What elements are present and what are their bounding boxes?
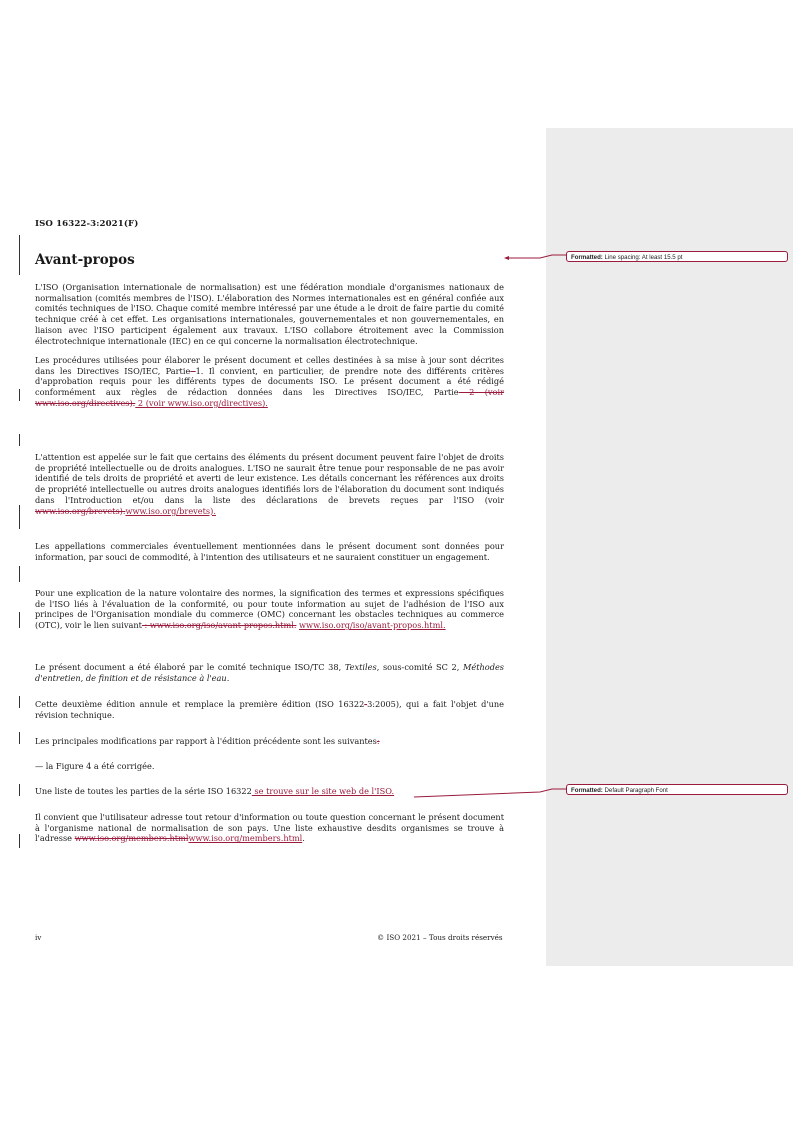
paragraph-committee	[35, 662, 504, 683]
paragraph-text: Il convient que l'utilisateur adresse tout retour d'information ou toute question concernant le présent document à l'organisme national de normalisation de son pays. Une liste exhaustive desdits organismes se trouve à l'adresse	[35, 812, 504, 844]
comment-balloon-default-font[interactable]	[566, 784, 788, 795]
paragraph-trade-names	[35, 541, 504, 562]
paragraph-text: L'ISO (Organisation internationale de normalisation) est une fédération mondiale d'organismes nationaux de normalisation (comités membres de l'ISO). L'élaboration des Normes internationales est en général confiée aux comités techniques de l'ISO. Chaque comité membre intéressé par une étude a le droit de faire partie du comité technique créé à cet effet. Les organisations internationales, gouvernementales et non gouvernementales, en liaison avec l'ISO participent également aux travaux. L'ISO collabore étroitement avec la Commission électrotechnique internationale (IEC) en ce qui concerne la normalisation électrotechnique.	[35, 282, 504, 346]
inserted-text: www.iso.org/members.html	[188, 833, 303, 844]
paragraph-patents	[35, 452, 504, 516]
paragraph-text: Pour une explication de la nature volontaire des normes, la signification des termes et expressions spécifiques de l'ISO liés à l'évaluation de la conformité, ou pour toute information au sujet de l'adhésion de l'ISO aux principes de l'Organisation mondiale du commerce (OMC) concernant les obstacles techniques au commerce (OTC), voir le lien suivant	[35, 588, 504, 631]
list-item	[35, 761, 504, 772]
deleted-text: www.iso.org/brevets).	[35, 505, 126, 516]
paragraph-voluntary-nature	[35, 588, 504, 631]
paragraph-edition	[35, 699, 504, 720]
change-bar	[19, 732, 20, 744]
paragraph-text: Les procédures utilisées pour élaborer le présent document et celles destinées à sa mise à jour sont décrites dans les Directives ISO/IEC, Partie	[35, 355, 504, 376]
deleted-text: www.iso.org/members.html	[74, 833, 189, 844]
paragraph-text: 3:2005), qui a fait l'objet d'une révision technique.	[35, 699, 504, 720]
paragraph-intro	[35, 282, 504, 346]
comment-text: Line spacing: At least 15.5 pt	[604, 254, 683, 261]
paragraph-text: .	[302, 833, 305, 844]
paragraph-text: Le présent document a été élaboré par le comité technique ISO/TC 38,	[35, 662, 345, 672]
document-header: ISO 16322-3:2021(F)	[35, 219, 139, 229]
paragraph-text: L'attention est appelée sur le fait que certains des éléments du présent document peuvent faire l'objet de droits de propriété intellectuelle ou de droits analogues. L'ISO ne saurait être tenue pour responsable de ne pas avoir identifié de tels droits de propriété et averti de leur existence. Les détails concernant les références aux droits de propriété intellectuelle ou autres droits analogues identifiés lors de l'élaboration du document sont indiqués dans l'Introduction et/ou dans la liste des déclarations de brevets reçues par l'ISO (voir	[35, 452, 504, 505]
change-bar	[19, 505, 20, 529]
italic-text: Méthodes d'entretien, de finition et de résistance à l'eau	[35, 662, 504, 683]
change-bar	[19, 784, 20, 796]
page-number: iv	[35, 933, 42, 942]
change-bar	[19, 434, 20, 446]
paragraph-feedback	[35, 812, 504, 844]
paragraph-text: , sous-comité SC 2,	[376, 662, 463, 672]
paragraph-procedures	[35, 355, 504, 409]
change-bar	[19, 696, 20, 708]
inserted-text: 2 (voir www.iso.org/directives).	[135, 397, 268, 408]
inserted-text: www.iso.org/iso/avant-propos.html.	[299, 620, 446, 631]
list-item-text: — la Figure 4 a été corrigée.	[35, 761, 155, 771]
inserted-text: se trouve sur le site web de l'ISO.	[251, 786, 395, 796]
change-bar	[19, 566, 20, 582]
paragraph-series	[35, 786, 504, 797]
change-bar	[19, 389, 20, 401]
deleted-text: -	[364, 699, 368, 709]
paragraph-text: Les appellations commerciales éventuellement mentionnées dans le présent document sont données pour information, par souci de commodité, à l'intention des utilisateurs et ne sauraient constituer un engagement.	[35, 541, 504, 562]
comment-label: Formatted:	[571, 787, 603, 794]
comment-text: Default Paragraph Font	[604, 787, 668, 794]
inserted-text: www.iso.org/brevets).	[125, 505, 216, 516]
paragraph-text: 1. Il convient, en particulier, de prendre note des différents critères d'approbation requis pour les différents types de documents ISO. Le présent document a été rédigé conformément aux règles de rédaction données dans les Directives ISO/IEC, Partie	[35, 365, 504, 398]
paragraph-text: Les principales modifications par rapport à l'édition précédente sont les suivantes	[35, 736, 377, 746]
deleted-text: 2 (voir www.iso.org/directives).	[35, 387, 504, 408]
section-heading: Avant-propos	[35, 252, 135, 268]
copyright-notice: © ISO 2021 – Tous droits réservés	[377, 933, 503, 942]
comment-balloon-line-spacing[interactable]	[566, 251, 788, 262]
paragraph-text: .	[226, 672, 230, 683]
connector-arrow-1	[504, 256, 509, 260]
change-bar	[19, 834, 20, 848]
paragraph-text: Cette deuxième édition annule et remplace la première édition (ISO 16322	[35, 699, 365, 709]
comment-label: Formatted:	[571, 254, 603, 261]
deleted-text: :	[376, 736, 380, 746]
change-bar	[19, 235, 20, 275]
deleted-text: : www.iso.org/iso/avant-propos.html.	[141, 620, 297, 631]
change-bar	[19, 612, 20, 628]
paragraph-changes	[35, 736, 504, 747]
paragraph-text: Une liste de toutes les parties de la série ISO 16322	[35, 786, 252, 796]
italic-text: Textiles	[344, 662, 377, 672]
